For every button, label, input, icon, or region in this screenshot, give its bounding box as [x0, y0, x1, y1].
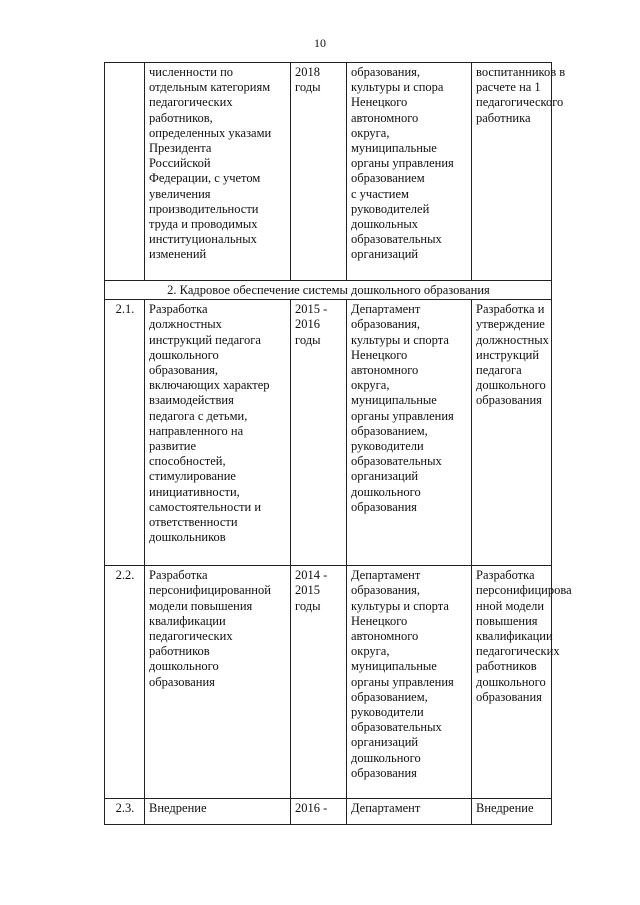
cell-text-line: ответственности: [149, 515, 238, 530]
cell-text-line: дошкольников: [149, 530, 226, 545]
cell-text-line: органы управления: [351, 156, 454, 171]
cell-text-line: повышения: [476, 613, 538, 628]
cell-text-line: Ненецкого: [351, 95, 408, 110]
cell-text-line: годы: [295, 80, 321, 95]
cell-text-line: изменений: [149, 247, 207, 262]
cell-text-line: автономного: [351, 363, 419, 378]
responsible-cell: [347, 63, 472, 281]
cell-text-line: организаций: [351, 247, 419, 262]
cell-text-line: 2014 -: [295, 568, 328, 583]
row-number-cell: 2.3.: [105, 799, 145, 825]
page-number: 10: [314, 36, 326, 50]
cell-text-line: руководителей: [351, 201, 430, 216]
cell-text-line: руководители: [351, 705, 424, 720]
result-cell: [472, 300, 552, 566]
period-cell: [291, 566, 347, 799]
cell-text-line: персонифицирова: [476, 583, 572, 598]
cell-text-line: взаимодействия: [149, 393, 234, 408]
cell-text-line: 2016 -: [295, 801, 328, 816]
cell-text-line: округа,: [351, 644, 390, 659]
cell-text-line: 2018: [295, 65, 320, 79]
cell-text-line: дошкольного: [149, 659, 219, 674]
table-row-continued: [105, 63, 552, 281]
measures-table: [104, 62, 572, 825]
cell-text-line: округа,: [351, 125, 390, 140]
row-number-cell: 2.1.: [105, 300, 145, 566]
period-cell: [291, 799, 347, 825]
cell-text-line: организаций: [351, 735, 419, 750]
cell-text-line: 2015: [295, 583, 320, 598]
cell-text-line: направленного на: [149, 423, 244, 438]
cell-text-line: нной модели: [476, 598, 545, 613]
responsible-cell: [347, 300, 472, 566]
cell-text-line: муниципальные: [351, 393, 437, 408]
result-cell: [472, 63, 566, 281]
cell-text-line: 2016: [295, 317, 320, 332]
cell-text-line: педагогических: [149, 629, 233, 644]
cell-text-line: образования: [476, 689, 542, 704]
cell-text-line: включающих характер: [149, 378, 270, 393]
cell-text-line: образования: [351, 499, 417, 514]
cell-text-line: дошкольного: [351, 750, 421, 765]
cell-text-line: автономного: [351, 110, 419, 125]
cell-text-line: способностей,: [149, 454, 226, 469]
cell-text-line: с участием: [351, 186, 409, 201]
cell-text-line: образования,: [351, 317, 421, 332]
cell-text-line: труда и проводимых: [149, 217, 258, 232]
table-row: [105, 300, 552, 566]
cell-text-line: округа,: [351, 378, 390, 393]
cell-text-line: Разработка и: [476, 302, 545, 317]
result-cell: [472, 566, 572, 799]
cell-text-line: работников: [149, 644, 210, 659]
cell-text-line: педагогических: [149, 95, 233, 110]
cell-text-line: дошкольных: [351, 217, 419, 232]
cell-text-line: работников,: [149, 110, 213, 125]
section-heading-row: [105, 281, 552, 300]
cell-text-line: квалификации: [476, 629, 553, 644]
result-cell: [472, 799, 552, 825]
cell-text-line: муниципальные: [351, 141, 437, 156]
table-row: [105, 799, 552, 825]
row-number-cell: 2.2.: [105, 566, 145, 799]
cell-text-line: работника: [476, 110, 531, 125]
cell-text-line: педагога: [476, 363, 522, 378]
cell-text-line: образования: [149, 674, 215, 689]
cell-text-line: развитие: [149, 439, 197, 454]
cell-text-line: дошкольного: [476, 674, 546, 689]
cell-text-line: организаций: [351, 469, 419, 484]
action-cell: [145, 799, 291, 825]
cell-text-line: Ненецкого: [351, 347, 408, 362]
cell-text-line: образования: [476, 393, 542, 408]
cell-text-line: органы управления: [351, 408, 454, 423]
cell-text-line: инструкций: [476, 347, 540, 362]
cell-text-line: самостоятельности и: [149, 499, 262, 514]
cell-text-line: образования,: [351, 583, 421, 598]
cell-text-line: Разработка: [476, 568, 535, 583]
cell-text-line: утверждение: [476, 317, 545, 332]
cell-text-line: работников: [476, 659, 537, 674]
cell-text-line: 2015 -: [295, 302, 328, 317]
cell-text-line: Разработка: [149, 568, 208, 583]
cell-text-line: увеличения: [149, 186, 211, 201]
cell-text-line: должностных: [149, 317, 222, 332]
cell-text-line: инициативности,: [149, 484, 240, 499]
cell-text-line: педагога с детьми,: [149, 408, 248, 423]
cell-text-line: педагогических: [476, 644, 560, 659]
cell-text-line: расчете на 1: [476, 80, 541, 95]
cell-text-line: годы: [295, 332, 321, 347]
cell-text-line: образованием: [351, 171, 425, 186]
cell-text-line: численности по: [149, 65, 234, 79]
cell-text-line: муниципальные: [351, 659, 437, 674]
cell-text-line: производительности: [149, 201, 259, 216]
cell-text-line: Разработка: [149, 302, 208, 317]
cell-text-line: Российской: [149, 156, 211, 171]
cell-text-line: годы: [295, 598, 321, 613]
table-row: [105, 566, 552, 799]
cell-text-line: Департамент: [351, 801, 421, 816]
cell-text-line: институциональных: [149, 232, 257, 247]
row-number-cell: [105, 63, 145, 281]
section-heading: 2. Кадровое обеспечение системы дошкольного образования: [105, 281, 552, 300]
cell-text-line: Ненецкого: [351, 613, 408, 628]
cell-text-line: образования,: [149, 363, 219, 378]
cell-text-line: образованием,: [351, 423, 428, 438]
cell-text-line: образовательных: [351, 454, 442, 469]
cell-text-line: Федерации, с учетом: [149, 171, 261, 186]
cell-text-line: дошкольного: [351, 484, 421, 499]
cell-text-line: образования,: [351, 65, 421, 79]
cell-text-line: дошкольного: [149, 347, 219, 362]
cell-text-line: квалификации: [149, 613, 226, 628]
cell-text-line: педагогического: [476, 95, 564, 110]
period-cell: [291, 300, 347, 566]
cell-text-line: образовательных: [351, 720, 442, 735]
cell-text-line: Департамент: [351, 568, 421, 583]
cell-text-line: определенных указами: [149, 125, 272, 140]
cell-text-line: персонифицированной: [149, 583, 271, 598]
cell-text-line: инструкций педагога: [149, 332, 261, 347]
period-cell: [291, 63, 347, 281]
cell-text-line: Президента: [149, 141, 212, 156]
cell-text-line: дошкольного: [476, 378, 546, 393]
cell-text-line: Департамент: [351, 302, 421, 317]
responsible-cell: [347, 566, 472, 799]
action-cell: [145, 566, 291, 799]
cell-text-line: образовательных: [351, 232, 442, 247]
responsible-cell: [347, 799, 472, 825]
cell-text-line: руководители: [351, 439, 424, 454]
cell-text-line: Внедрение: [149, 801, 207, 816]
cell-text-line: автономного: [351, 629, 419, 644]
cell-text-line: Внедрение: [476, 801, 534, 816]
cell-text-line: органы управления: [351, 674, 454, 689]
cell-text-line: стимулирование: [149, 469, 236, 484]
action-cell: [145, 300, 291, 566]
cell-text-line: культуры и спора: [351, 80, 444, 95]
cell-text-line: образованием,: [351, 689, 428, 704]
cell-text-line: образования: [351, 765, 417, 780]
cell-text-line: культуры и спорта: [351, 332, 449, 347]
cell-text-line: воспитанников в: [476, 65, 566, 79]
cell-text-line: культуры и спорта: [351, 598, 449, 613]
cell-text-line: модели повышения: [149, 598, 253, 613]
cell-text-line: должностных: [476, 332, 549, 347]
cell-text-line: отдельным категориям: [149, 80, 271, 95]
action-cell: [145, 63, 291, 281]
